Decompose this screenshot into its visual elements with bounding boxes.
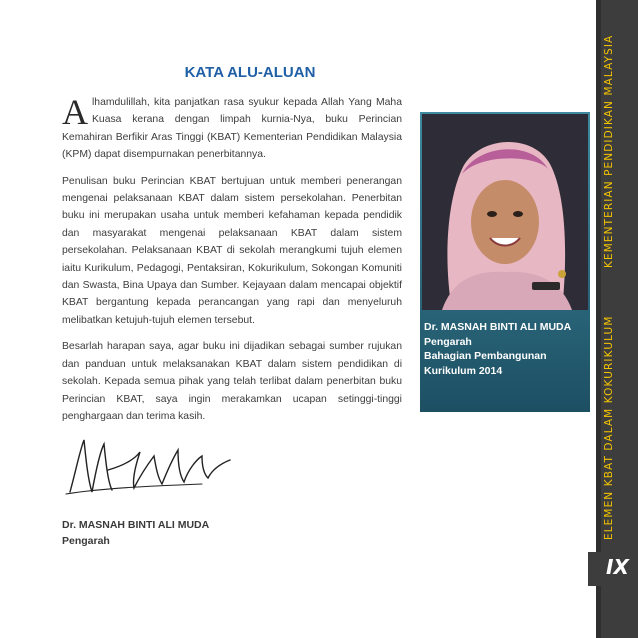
profile-title: Pengarah (424, 335, 472, 348)
profile-department: Bahagian Pembangunan (424, 350, 547, 362)
side-band-accent (596, 0, 601, 638)
profile-card (420, 112, 590, 412)
signature (62, 430, 252, 510)
page-number: IX (606, 555, 629, 579)
profile-name: Dr. MASNAH BINTI ALI MUDA (424, 321, 572, 333)
paragraph-3: Besarlah harapan saya, agar buku ini dijadikan sebagai sumber rujukan dan panduan untuk melaksanakan KBAT dalam sistem pendidikan di sekolah. Kepada semua pihak yang telah terlibat dalam penerbitan buku Perincian KBAT, saya ingin merakamkan ucapan setinggi-tinggi penghargaan dan terima kasih. (62, 341, 402, 422)
paragraph-2: Penulisan buku Perincian KBAT bertujuan untuk memberi penerangan mengenai pelaksanaan KBAT dalam sistem persekolahan. Penerbitan buku ini merupakan usaha untuk memberi kefahaman kepada pendidik dan masyarakat mengenai pelaksanaan KBAT dalam sistem persekolahan. Pelaksanaan KBAT di sekolah merangkumi tujuh elemen iaitu Kurikulum, Pedagogi, Pentaksiran, Kokurikulum, Sokongan Komuniti dan Swasta, Bina Upaya dan Sumber. Kejayaan dalam mencapai objektif KBAT bergantung kepada perancangan yang rapi dan menyeluruh melibatkan ketujuh-tujuh elemen tersebut. (62, 175, 402, 326)
side-label-ministry: KEMENTERIAN PENDIDIKAN MALAYSIA (603, 34, 615, 268)
drop-cap: A (62, 92, 88, 132)
page-number-tab (588, 552, 638, 586)
foreword-body (62, 94, 402, 434)
profile-card-text (424, 320, 589, 378)
signoff-name: Dr. MASNAH BINTI ALI MUDA (62, 519, 210, 531)
side-label-chapter: ELEMEN KBAT DALAM KOKURIKULUM (603, 315, 615, 540)
page-title: KATA ALU-ALUAN (184, 64, 316, 81)
profile-unit: Kurikulum 2014 (424, 364, 503, 377)
paragraph-1 (62, 94, 402, 164)
portrait-photo (422, 114, 588, 310)
signoff (62, 517, 209, 549)
paragraph-1-text: lhamdulillah, kita panjatkan rasa syukur kepada Allah Yang Maha Kuasa kerana dengan limpah kurnia-Nya, buku Perincian Kemahiran Berfikir Aras Tinggi (KBAT) Kementerian Pendidikan Malaysia (KPM) dapat disempurnakan penerbitannya. (62, 97, 402, 161)
portrait-icon (422, 114, 588, 310)
signature-icon (62, 430, 252, 510)
signoff-position: Pengarah (62, 535, 110, 547)
